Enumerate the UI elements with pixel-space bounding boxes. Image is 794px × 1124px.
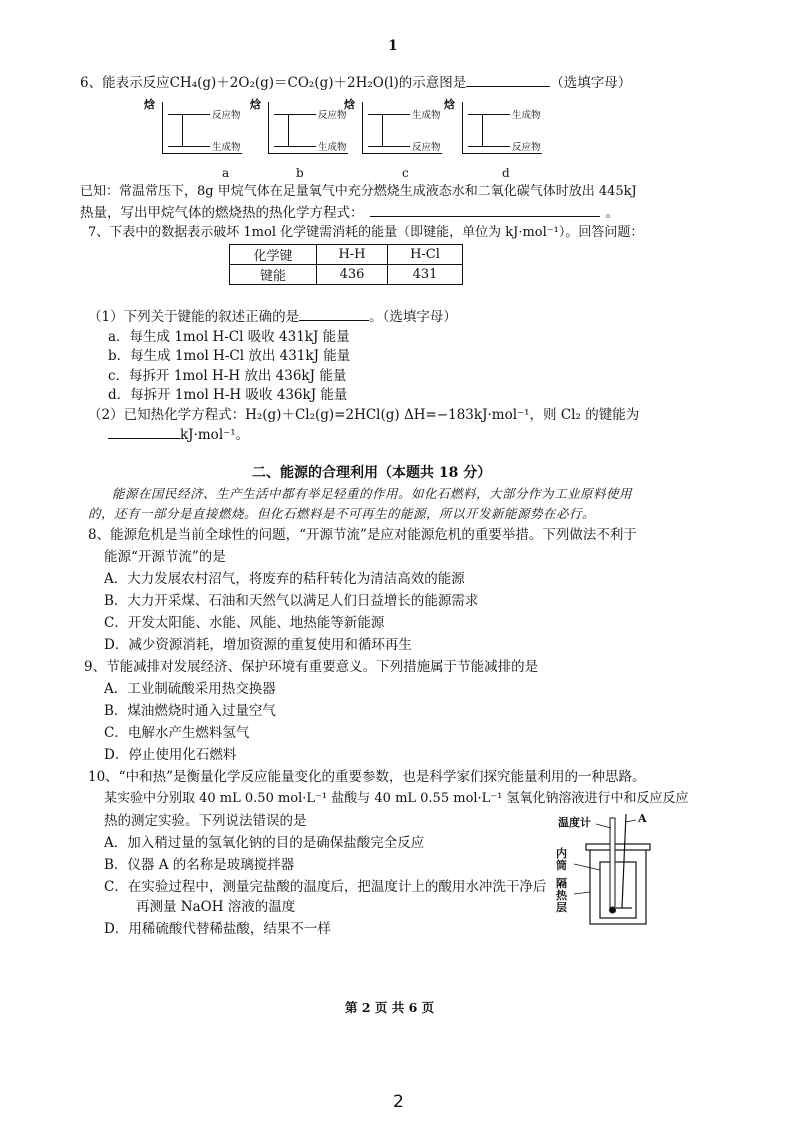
table-header-cell: H-H xyxy=(317,245,388,265)
q7-part1-text: （1）下列关于键能的叙述正确的是 xyxy=(88,309,300,325)
q10-stem-line1: 10、“中和热”是衡量化学反应能量变化的重要参数，也是科学家们探究能量利用的一种思路。 xyxy=(88,769,646,785)
diagram-d-caption: d xyxy=(502,166,510,180)
q10-option-d: D．用稀硫酸代替稀盐酸，结果不一样 xyxy=(104,921,331,937)
q7-part1-blank[interactable] xyxy=(299,320,369,321)
table-cell: 431 xyxy=(388,265,463,285)
q8-option-d: D．减少资源消耗，增加资源的重复使用和循环再生 xyxy=(104,637,412,653)
diagram-b-caption: b xyxy=(296,166,304,180)
q6-known-end: 。 xyxy=(605,205,619,221)
section2-title: 二、能源的合理利用（本题共 18 分） xyxy=(252,465,492,481)
calorimeter-apparatus xyxy=(556,812,656,932)
q7-option-c: c．每拆开 1mol H-H 放出 436kJ 能量 xyxy=(108,368,347,384)
q10-option-c: C．在实验过程中，测量完盐酸的温度后，把温度计上的酸用水冲洗干净后 xyxy=(104,879,547,895)
diagram-c-bottom-label: 反应物 xyxy=(412,142,441,153)
q7-option-b: b．每生成 1mol H-Cl 放出 431kJ 能量 xyxy=(108,348,351,364)
q7-part2-unit: kJ·mol⁻¹。 xyxy=(180,427,250,443)
q8-option-c: C．开发太阳能、水能、风能、地热能等新能源 xyxy=(104,615,385,631)
page-number: 2 xyxy=(393,1092,404,1112)
q6-equation-blank[interactable] xyxy=(370,216,600,217)
axis-label: 焓 xyxy=(144,98,155,111)
q6-equation: CH₄(g)＋2O₂(g)＝CO₂(g)＋2H₂O(l) xyxy=(169,75,399,91)
page-footer: 第 2 页 共 6 页 xyxy=(345,1000,435,1015)
stirrer-a-label: A xyxy=(638,812,647,825)
q10-option-c-cont: 再测量 NaOH 溶液的温度 xyxy=(136,899,296,915)
diagram-a-top-label: 反应物 xyxy=(212,110,241,121)
q7-part1-suffix: 。（选填字母） xyxy=(369,309,457,325)
diagram-a-caption: a xyxy=(222,166,230,180)
q10-stem-line3: 热的测定实验。下列说法错误的是 xyxy=(104,813,307,829)
diagram-c-top-label: 生成物 xyxy=(412,110,441,121)
diagram-c-caption: c xyxy=(402,166,409,180)
q8-option-a: A．大力发展农村沼气，将废弃的秸秆转化为清洁高效的能源 xyxy=(104,571,465,587)
diagram-a-bottom-label: 生成物 xyxy=(212,142,241,153)
axis-label: 焓 xyxy=(444,98,455,111)
energy-diagram-d xyxy=(444,96,560,158)
axis-label: 焓 xyxy=(344,98,355,111)
q8-option-b: B．大力开采煤、石油和天然气以满足人们日益增长的能源需求 xyxy=(104,593,479,609)
diagram-d-bottom-label: 反应物 xyxy=(512,142,541,153)
bond-energy-table xyxy=(229,244,463,285)
q6-known-text: 热量，写出甲烷气体的燃烧热的热化学方程式： xyxy=(80,205,364,221)
energy-diagram-a xyxy=(144,96,260,158)
q7-part2-line2 xyxy=(108,426,249,444)
q10-option-a: A．加入稍过量的氢氧化钠的目的是确保盐酸完全反应 xyxy=(104,835,425,851)
q6-stem-prefix: 6、能表示反应 xyxy=(80,75,170,91)
q7-stem: 7、下表中的数据表示破坏 1mol 化学键需消耗的能量（即键能，单位为 kJ·mol⁻¹）。回答问题： xyxy=(88,225,644,240)
diagram-d-top-label: 生成物 xyxy=(512,110,541,121)
q6-known-line1: 已知：常温常压下，8g 甲烷气体在足量氧气中充分燃烧生成液态水和二氧化碳气体时放出 445kJ xyxy=(80,184,637,199)
q9-stem: 9、节能减排对发展经济、保护环境有重要意义。下列措施属于节能减排的是 xyxy=(84,659,539,675)
q6-stem xyxy=(80,74,631,92)
q7-part1-stem xyxy=(88,308,457,326)
q6-stem-mid: 的示意图是 xyxy=(398,75,467,91)
q6-stem-suffix: （选填字母） xyxy=(550,75,632,91)
table-header-cell: 化学键 xyxy=(230,245,317,265)
q9-option-c: C．电解水产生燃料氢气 xyxy=(104,725,250,741)
table-header-cell: H-Cl xyxy=(388,245,463,265)
q7-option-a: a．每生成 1mol H-Cl 吸收 431kJ 能量 xyxy=(108,329,350,345)
axis-label: 焓 xyxy=(250,98,261,111)
diagram-b-bottom-label: 生成物 xyxy=(318,142,347,153)
thermometer-label: 温度计 xyxy=(558,816,591,829)
q7-option-d: d．每拆开 1mol H-H 吸收 436kJ 能量 xyxy=(108,387,348,403)
q9-option-a: A．工业制硫酸采用热交换器 xyxy=(104,681,276,697)
diagram-b-top-label: 反应物 xyxy=(318,110,347,121)
table-row xyxy=(230,245,463,265)
inner-vessel-label: 内筒 xyxy=(556,847,567,872)
q6-known-line2 xyxy=(80,204,619,222)
table-row xyxy=(230,265,463,285)
q8-stem-line2: 能源“开源节流”的是 xyxy=(104,549,226,565)
calorimeter-drawing xyxy=(556,812,656,932)
q7-part2-blank[interactable] xyxy=(108,438,180,439)
insulation-label: 隔热层 xyxy=(556,877,567,914)
q10-option-b: B．仪器 A 的名称是玻璃搅拌器 xyxy=(104,857,295,873)
q7-part2-line1: （2）已知热化学方程式：H₂(g)＋Cl₂(g)=2HCl(g) ΔH=−183kJ·mol⁻¹，则 Cl₂ 的键能为 xyxy=(88,407,640,423)
q6-answer-blank[interactable] xyxy=(466,86,550,87)
table-cell: 键能 xyxy=(230,265,317,285)
section2-intro-line2: 的，还有一部分是直接燃烧。但化石燃料是不可再生的能源，所以开发新能源势在必行。 xyxy=(88,506,596,521)
q10-stem-line2: 某实验中分别取 40 mL 0.50 mol·L⁻¹ 盐酸与 40 mL 0.55 mol·L⁻¹ 氢氧化钠溶液进行中和反应反应 xyxy=(104,791,689,806)
q8-stem-line1: 8、能源危机是当前全球性的问题，“开源节流”是应对能源危机的重要举措。下列做法不利于 xyxy=(88,527,637,543)
q9-option-d: D．停止使用化石燃料 xyxy=(104,747,237,763)
section2-intro-line1: 能源在国民经济、生产生活中都有举足轻重的作用。如化石燃料，大部分作为工业原料使用 xyxy=(112,486,633,501)
header-mark: 1 xyxy=(388,38,398,54)
table-cell: 436 xyxy=(317,265,388,285)
q9-option-b: B．煤油燃烧时通入过量空气 xyxy=(104,703,276,719)
